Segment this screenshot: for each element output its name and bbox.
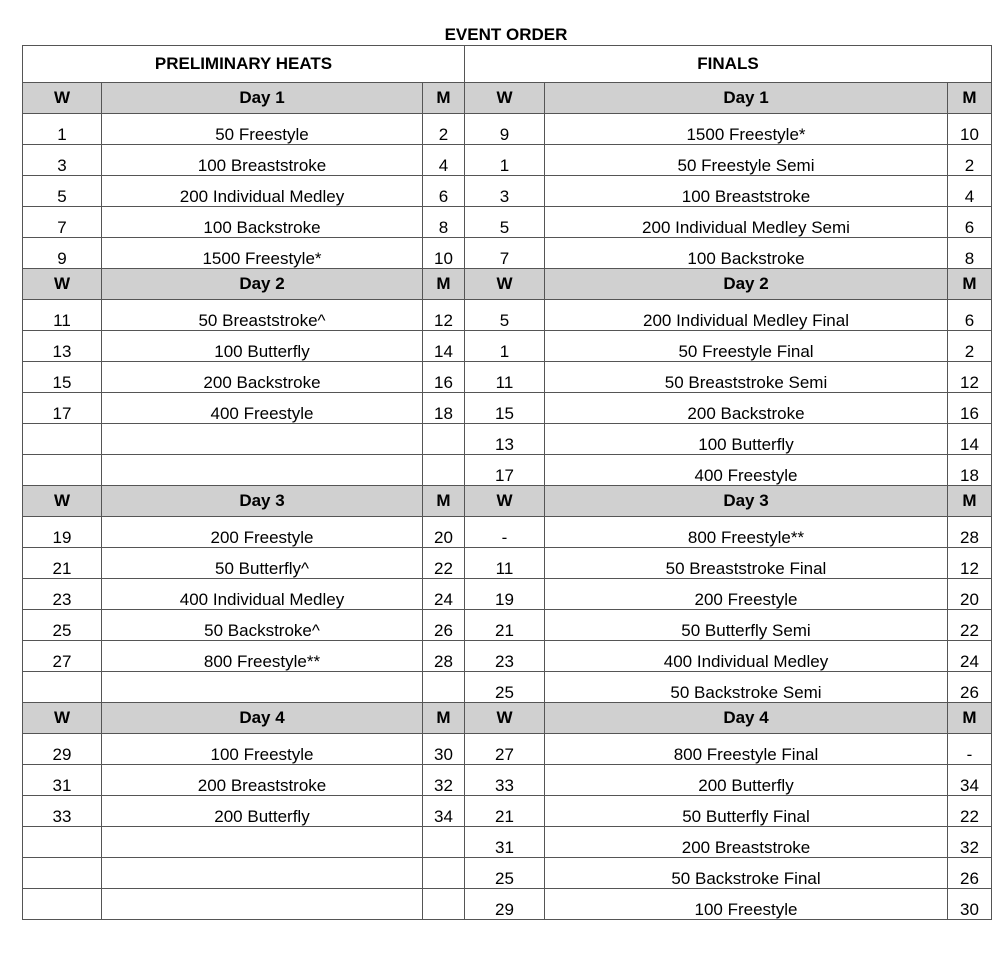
prelim-men-event-number: [423, 858, 465, 889]
prelim-event-name: [102, 858, 423, 889]
prelim-event-name: 200 Backstroke: [102, 362, 423, 393]
prelim-women-event-number: 27: [23, 641, 102, 672]
prelim-women-event-number: [23, 455, 102, 486]
finals-header: FINALS: [465, 46, 992, 83]
prelim-w-header: W: [23, 269, 102, 300]
event-row: [23, 114, 992, 145]
final-women-event-number: 19: [465, 579, 545, 610]
prelim-event-name: 1500 Freestyle*: [102, 238, 423, 269]
prelim-women-event-number: 31: [23, 765, 102, 796]
final-men-event-number: 28: [948, 517, 992, 548]
final-event-name: 50 Freestyle Final: [545, 331, 948, 362]
final-w-header: W: [465, 703, 545, 734]
final-m-header: M: [948, 83, 992, 114]
final-day-label: Day 2: [545, 269, 948, 300]
prelim-men-event-number: 28: [423, 641, 465, 672]
final-women-event-number: 33: [465, 765, 545, 796]
final-event-name: 50 Breaststroke Semi: [545, 362, 948, 393]
final-w-header: W: [465, 486, 545, 517]
final-men-event-number: 32: [948, 827, 992, 858]
prelim-w-header: W: [23, 486, 102, 517]
event-row: [23, 889, 992, 920]
final-women-event-number: 21: [465, 796, 545, 827]
final-event-name: 100 Breaststroke: [545, 176, 948, 207]
final-women-event-number: 17: [465, 455, 545, 486]
prelim-women-event-number: 13: [23, 331, 102, 362]
final-men-event-number: 16: [948, 393, 992, 424]
final-women-event-number: 23: [465, 641, 545, 672]
final-event-name: 200 Backstroke: [545, 393, 948, 424]
prelim-event-name: 50 Backstroke^: [102, 610, 423, 641]
prelim-women-event-number: [23, 424, 102, 455]
final-women-event-number: 1: [465, 145, 545, 176]
prelim-women-event-number: 33: [23, 796, 102, 827]
final-women-event-number: 15: [465, 393, 545, 424]
prelim-men-event-number: 26: [423, 610, 465, 641]
day-header-row: [23, 83, 992, 114]
prelim-day-label: Day 2: [102, 269, 423, 300]
final-event-name: 50 Backstroke Semi: [545, 672, 948, 703]
event-row: [23, 672, 992, 703]
prelim-m-header: M: [423, 486, 465, 517]
prelim-men-event-number: [423, 672, 465, 703]
final-event-name: 400 Individual Medley: [545, 641, 948, 672]
final-women-event-number: 11: [465, 362, 545, 393]
prelim-event-name: 200 Individual Medley: [102, 176, 423, 207]
final-event-name: 100 Backstroke: [545, 238, 948, 269]
section-header-row: [23, 46, 992, 83]
prelim-event-name: 800 Freestyle**: [102, 641, 423, 672]
final-men-event-number: -: [948, 734, 992, 765]
prelim-event-name: [102, 672, 423, 703]
final-women-event-number: -: [465, 517, 545, 548]
final-event-name: 100 Butterfly: [545, 424, 948, 455]
prelim-women-event-number: [23, 672, 102, 703]
final-women-event-number: 3: [465, 176, 545, 207]
event-row: [23, 765, 992, 796]
event-row: [23, 300, 992, 331]
final-men-event-number: 34: [948, 765, 992, 796]
final-event-name: 50 Freestyle Semi: [545, 145, 948, 176]
final-men-event-number: 4: [948, 176, 992, 207]
event-order-table: [22, 45, 992, 920]
event-row: [23, 579, 992, 610]
event-row: [23, 827, 992, 858]
final-m-header: M: [948, 486, 992, 517]
prelim-women-event-number: 5: [23, 176, 102, 207]
event-row: [23, 548, 992, 579]
prelim-m-header: M: [423, 83, 465, 114]
prelim-women-event-number: 17: [23, 393, 102, 424]
prelim-event-name: 100 Freestyle: [102, 734, 423, 765]
table-body: [23, 46, 992, 920]
final-women-event-number: 29: [465, 889, 545, 920]
final-m-header: M: [948, 269, 992, 300]
prelim-w-header: W: [23, 703, 102, 734]
final-men-event-number: 18: [948, 455, 992, 486]
final-men-event-number: 6: [948, 300, 992, 331]
prelim-men-event-number: 32: [423, 765, 465, 796]
final-event-name: 800 Freestyle**: [545, 517, 948, 548]
prelim-event-name: 400 Individual Medley: [102, 579, 423, 610]
final-women-event-number: 1: [465, 331, 545, 362]
final-men-event-number: 26: [948, 672, 992, 703]
day-header-row: [23, 703, 992, 734]
event-row: [23, 734, 992, 765]
final-men-event-number: 10: [948, 114, 992, 145]
prelim-event-name: 100 Breaststroke: [102, 145, 423, 176]
prelim-men-event-number: [423, 889, 465, 920]
prelim-men-event-number: 22: [423, 548, 465, 579]
final-event-name: 200 Breaststroke: [545, 827, 948, 858]
event-row: [23, 641, 992, 672]
final-men-event-number: 26: [948, 858, 992, 889]
prelim-men-event-number: [423, 827, 465, 858]
prelim-women-event-number: 19: [23, 517, 102, 548]
final-men-event-number: 24: [948, 641, 992, 672]
final-women-event-number: 5: [465, 300, 545, 331]
final-day-label: Day 3: [545, 486, 948, 517]
prelim-event-name: [102, 827, 423, 858]
final-women-event-number: 5: [465, 207, 545, 238]
final-m-header: M: [948, 703, 992, 734]
final-day-label: Day 1: [545, 83, 948, 114]
prelim-men-event-number: 10: [423, 238, 465, 269]
event-row: [23, 331, 992, 362]
final-women-event-number: 25: [465, 672, 545, 703]
prelim-women-event-number: 23: [23, 579, 102, 610]
prelim-men-event-number: 12: [423, 300, 465, 331]
prelim-day-label: Day 3: [102, 486, 423, 517]
final-event-name: 200 Individual Medley Semi: [545, 207, 948, 238]
prelim-women-event-number: 9: [23, 238, 102, 269]
prelim-event-name: 50 Butterfly^: [102, 548, 423, 579]
final-event-name: 200 Individual Medley Final: [545, 300, 948, 331]
final-men-event-number: 2: [948, 331, 992, 362]
prelim-event-name: 100 Backstroke: [102, 207, 423, 238]
prelim-day-label: Day 4: [102, 703, 423, 734]
final-event-name: 100 Freestyle: [545, 889, 948, 920]
prelim-event-name: 400 Freestyle: [102, 393, 423, 424]
event-row: [23, 858, 992, 889]
prelim-m-header: M: [423, 703, 465, 734]
event-row: [23, 393, 992, 424]
final-men-event-number: 30: [948, 889, 992, 920]
prelim-women-event-number: 7: [23, 207, 102, 238]
prelim-event-name: 50 Freestyle: [102, 114, 423, 145]
prelim-men-event-number: 2: [423, 114, 465, 145]
prelim-men-event-number: 14: [423, 331, 465, 362]
prelim-men-event-number: 4: [423, 145, 465, 176]
final-women-event-number: 7: [465, 238, 545, 269]
final-men-event-number: 6: [948, 207, 992, 238]
final-women-event-number: 21: [465, 610, 545, 641]
final-w-header: W: [465, 269, 545, 300]
final-day-label: Day 4: [545, 703, 948, 734]
final-men-event-number: 8: [948, 238, 992, 269]
final-event-name: 800 Freestyle Final: [545, 734, 948, 765]
final-women-event-number: 13: [465, 424, 545, 455]
prelim-men-event-number: 8: [423, 207, 465, 238]
prelim-women-event-number: [23, 827, 102, 858]
final-men-event-number: 22: [948, 610, 992, 641]
event-row: [23, 610, 992, 641]
prelim-women-event-number: 21: [23, 548, 102, 579]
prelim-day-label: Day 1: [102, 83, 423, 114]
prelim-men-event-number: [423, 424, 465, 455]
page-title: EVENT ORDER: [444, 25, 568, 44]
event-row: [23, 455, 992, 486]
prelim-event-name: 200 Butterfly: [102, 796, 423, 827]
prelim-women-event-number: 3: [23, 145, 102, 176]
day-header-row: [23, 269, 992, 300]
prelim-men-event-number: 34: [423, 796, 465, 827]
final-women-event-number: 9: [465, 114, 545, 145]
prelim-women-event-number: 29: [23, 734, 102, 765]
prelim-event-name: [102, 424, 423, 455]
final-w-header: W: [465, 83, 545, 114]
prelim-event-name: 100 Butterfly: [102, 331, 423, 362]
final-men-event-number: 12: [948, 548, 992, 579]
final-event-name: 50 Butterfly Semi: [545, 610, 948, 641]
prelim-heats-header: PRELIMINARY HEATS: [23, 46, 465, 83]
event-row: [23, 796, 992, 827]
final-men-event-number: 20: [948, 579, 992, 610]
final-event-name: 1500 Freestyle*: [545, 114, 948, 145]
final-event-name: 400 Freestyle: [545, 455, 948, 486]
final-women-event-number: 11: [465, 548, 545, 579]
day-header-row: [23, 486, 992, 517]
prelim-men-event-number: 30: [423, 734, 465, 765]
final-event-name: 50 Breaststroke Final: [545, 548, 948, 579]
final-men-event-number: 22: [948, 796, 992, 827]
event-row: [23, 362, 992, 393]
prelim-event-name: 200 Breaststroke: [102, 765, 423, 796]
prelim-men-event-number: 6: [423, 176, 465, 207]
prelim-women-event-number: 1: [23, 114, 102, 145]
final-women-event-number: 27: [465, 734, 545, 765]
final-event-name: 200 Butterfly: [545, 765, 948, 796]
final-women-event-number: 25: [465, 858, 545, 889]
final-men-event-number: 14: [948, 424, 992, 455]
event-row: [23, 207, 992, 238]
event-row: [23, 238, 992, 269]
prelim-w-header: W: [23, 83, 102, 114]
final-women-event-number: 31: [465, 827, 545, 858]
final-event-name: 50 Backstroke Final: [545, 858, 948, 889]
prelim-men-event-number: 16: [423, 362, 465, 393]
final-event-name: 50 Butterfly Final: [545, 796, 948, 827]
prelim-women-event-number: 15: [23, 362, 102, 393]
final-men-event-number: 2: [948, 145, 992, 176]
final-event-name: 200 Freestyle: [545, 579, 948, 610]
prelim-women-event-number: 11: [23, 300, 102, 331]
event-row: [23, 145, 992, 176]
event-row: [23, 517, 992, 548]
prelim-event-name: 200 Freestyle: [102, 517, 423, 548]
event-row: [23, 424, 992, 455]
prelim-event-name: 50 Breaststroke^: [102, 300, 423, 331]
prelim-women-event-number: [23, 889, 102, 920]
prelim-m-header: M: [423, 269, 465, 300]
prelim-event-name: [102, 455, 423, 486]
prelim-event-name: [102, 889, 423, 920]
prelim-women-event-number: 25: [23, 610, 102, 641]
prelim-men-event-number: 20: [423, 517, 465, 548]
prelim-women-event-number: [23, 858, 102, 889]
event-row: [23, 176, 992, 207]
final-men-event-number: 12: [948, 362, 992, 393]
prelim-men-event-number: [423, 455, 465, 486]
prelim-men-event-number: 24: [423, 579, 465, 610]
prelim-men-event-number: 18: [423, 393, 465, 424]
